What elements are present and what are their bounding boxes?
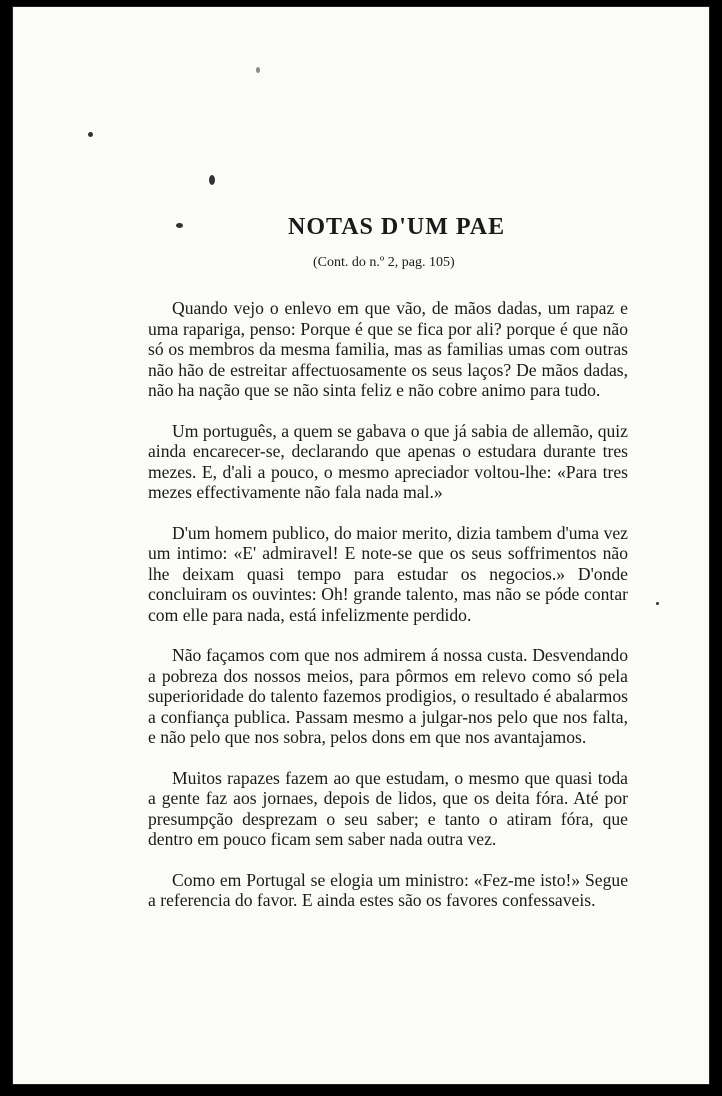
- article-body: [148, 298, 628, 931]
- paragraph: D'um homem publico, do maior merito, dizia tambem d'uma vez um intimo: «E' admiravel! E note-se que os seus soffrimentos não lhe deixam quasi tempo para estudar os negocios.» D'onde concluiram os ouvintes: Oh! grande talento, mas não se póde contar com elle para nada, está infelizmente perdido.: [148, 522, 628, 625]
- paragraph: Como em Portugal se elogia um ministro: «Fez-me isto!» Segue a referencia do favor. E ainda estes são os favores confessaveis.: [148, 869, 628, 910]
- paragraph: Quando vejo o enlevo em que vão, de mãos dadas, um rapaz e uma rapariga, penso: Porque é que se fica por ali? porque é que não só os membros da mesma familia, mas as familias umas com outras não hão de estreitar affectuosamente os seus laços? De mãos dadas, não ha nação que se não sinta feliz e não cobre animo para tudo.: [148, 298, 628, 400]
- paragraph: Um português, a quem se gabava o que já sabia de allemão, quiz ainda encarecer-se, declarando que apenas o estudara durante tres mezes. E, d'ali a pouco, o mesmo apreciador voltou-lhe: «Para tres mezes effectivamente não fala nada mal.»: [148, 420, 628, 502]
- article-subtitle: (Cont. do n.º 2, pag. 105): [313, 255, 455, 270]
- ink-speck: [176, 223, 183, 228]
- paragraph: Não façamos com que nos admirem á nossa custa. Desvendando a pobreza dos nossos meios, para pôrmos em relevo como só pela superioridade do talento fazemos prodigios, o resultado é abalarmos a confiança publica. Passam mesmo a julgar-nos pelo que nos falta, e não pelo que nos sobra, pelos dons em que nos avantajamos.: [148, 645, 628, 747]
- ink-speck: [88, 132, 93, 137]
- ink-speck: [656, 602, 659, 605]
- ink-speck: [209, 175, 215, 185]
- ink-speck: [256, 67, 260, 73]
- article-title: NOTAS D'UM PAE: [288, 214, 506, 240]
- paragraph: Muitos rapazes fazem ao que estudam, o mesmo que quasi toda a gente faz aos jornaes, depois de lidos, que os deita fóra. Até por presumpção desprezam o seu saber; e tanto o atiram fóra, que dentro em pouco ficam sem saber nada outra vez.: [148, 767, 628, 849]
